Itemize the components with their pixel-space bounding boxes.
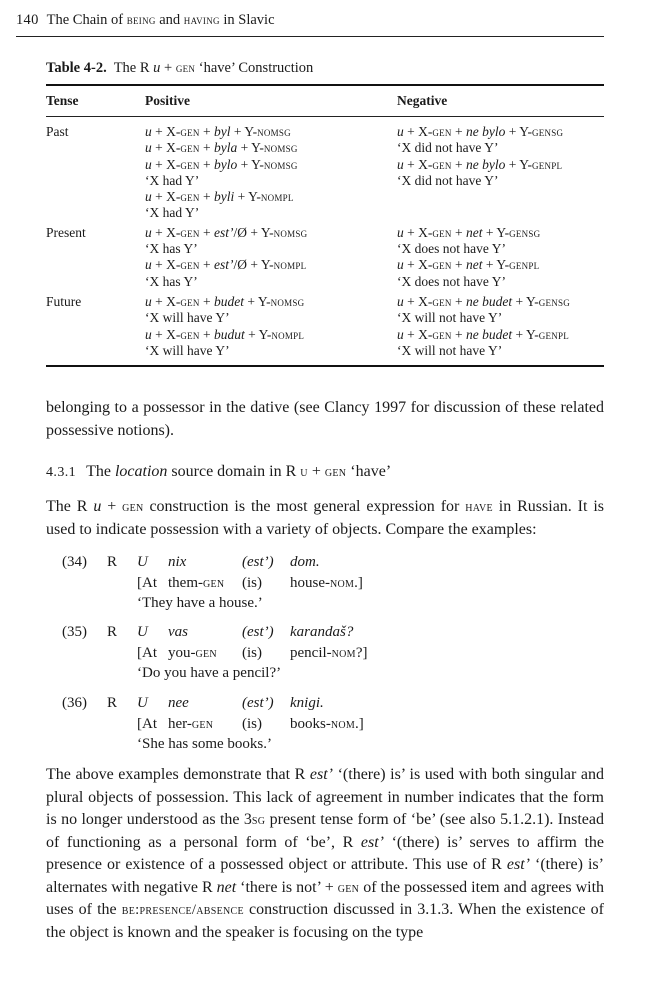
example-translation: ‘They have a house.’ — [137, 595, 263, 611]
header-negative: Negative — [397, 93, 448, 108]
formula-line: u + X-gen + budut + Y-nompl — [145, 326, 305, 342]
source-word: (est’) — [242, 624, 274, 640]
example-translation: ‘She has some books.’ — [137, 736, 272, 752]
gloss-line: ‘X did not have Y’ — [397, 140, 499, 156]
formula-line: u + X-gen + ne budet + Y-gensg — [397, 293, 570, 309]
source-word: dom. — [290, 554, 320, 570]
positive-cell — [145, 225, 397, 290]
table-label: Table 4-2. — [46, 60, 107, 76]
gloss-word: [At — [137, 715, 157, 732]
negative-cell — [397, 225, 604, 290]
gloss-word: pencil-nom?] — [290, 644, 368, 661]
tense-cell: Future — [46, 293, 82, 309]
table-caption: Table 4-2. The R u + gen ‘have’ Construction — [46, 60, 314, 76]
tense-cell: Present — [46, 224, 86, 240]
gloss-word: [At — [137, 574, 157, 591]
example-gloss-line — [137, 643, 367, 664]
source-word: (est’) — [242, 554, 274, 570]
example-source-line — [62, 693, 364, 714]
example-source-line — [62, 622, 367, 643]
source-word: U — [137, 554, 148, 570]
gloss-word: [At — [137, 644, 157, 661]
gloss-line: ‘X will not have Y’ — [397, 310, 503, 326]
formula-line: u + X-gen + net + Y-gensg — [397, 224, 541, 240]
example-36 — [62, 693, 364, 755]
example-translation: ‘Do you have a pencil?’ — [137, 665, 282, 681]
table-row-future — [46, 290, 604, 365]
running-title: The Chain of being and having in Slavic — [46, 12, 275, 28]
page-number: 140 — [16, 12, 39, 28]
example-source-line — [62, 552, 363, 573]
gloss-line: ‘X has Y’ — [145, 273, 198, 289]
section-heading: 4.3.1 The location source domain in R u + gen ‘have’ — [46, 463, 392, 480]
negative-cell — [397, 294, 604, 359]
gloss-word: (is) — [242, 644, 262, 661]
language-label: R — [107, 554, 118, 570]
section-number: 4.3.1 — [46, 465, 77, 480]
table-row-present — [46, 222, 604, 290]
example-gloss-line — [137, 714, 364, 735]
formula-line: u + X-gen + net + Y-genpl — [397, 257, 540, 273]
header-tense: Tense — [46, 93, 79, 108]
formula-line: u + X-gen + byl + Y-nomsg — [145, 124, 291, 139]
source-word: nee — [168, 695, 189, 711]
formula-line: u + X-gen + est’/Ø + Y-nompl — [145, 257, 307, 273]
source-word: (est’) — [242, 695, 274, 711]
formula-line: u + X-gen + ne bylo + Y-genpl — [397, 156, 563, 172]
paragraph-3: The above examples demonstrate that R est’ ‘(there) is’ is used with both singular and plural objects of possession. This lack of agreement in number indicates that the form is no longer understood as the 3sg present tense form of ‘be’ (see also 5.1.2.1). Instead of functioning as a personal form of ‘be’, R est’ ‘(there) is’ serves to affirm the presence or existence of a possessed object or attribute. This use of R est’ ‘(there) is’ alternates with negative R net ‘there is not’ + gen of the possessed item and agrees with uses of the be:presence/absence construction discussed in 3.1.3. When the existence of the object is known and the speaker is focusing on the type — [46, 766, 605, 941]
source-word: karandaš? — [290, 624, 354, 640]
gloss-line: ‘X will have Y’ — [145, 310, 230, 326]
source-word: vas — [168, 624, 188, 640]
positive-cell — [145, 294, 397, 359]
gloss-line: ‘X will have Y’ — [145, 342, 230, 358]
paragraph-1: belonging to a possessor in the dative (see Clancy 1997 for discussion of these related possessive notions). — [46, 399, 604, 439]
example-number: (34) — [62, 554, 87, 570]
gloss-word: them-gen — [168, 574, 225, 591]
gloss-word: books-nom.] — [290, 715, 364, 732]
formula-line: u + X-gen + ne budet + Y-genpl — [397, 326, 569, 342]
paragraph-2: The R u + gen construction is the most general expression for have in Russian. It is used to indicate possession with a variety of objects. Compare the examples: — [46, 498, 605, 538]
source-word: nix — [168, 554, 187, 570]
gloss-word: (is) — [242, 715, 262, 732]
gloss-line: ‘X had Y’ — [145, 205, 200, 221]
source-word: knigi. — [290, 695, 324, 711]
tense-cell: Past — [46, 124, 69, 139]
table-row-past — [46, 117, 604, 222]
have-construction-table — [46, 84, 604, 367]
gloss-line: ‘X does not have Y’ — [397, 241, 506, 257]
negative-cell — [397, 124, 604, 222]
formula-line: u + X-gen + ne bylo + Y-gensg — [397, 124, 564, 139]
formula-line: u + X-gen + byli + Y-nompl — [145, 189, 294, 205]
header-positive: Positive — [145, 93, 190, 108]
formula-line: u + X-gen + budet + Y-nomsg — [145, 293, 305, 309]
formula-line: u + X-gen + bylo + Y-nomsg — [145, 156, 298, 172]
gloss-line: ‘X did not have Y’ — [397, 172, 499, 188]
language-label: R — [107, 624, 118, 640]
gloss-line: ‘X had Y’ — [145, 172, 200, 188]
gloss-word: (is) — [242, 574, 262, 591]
table-header-row — [46, 86, 604, 117]
language-label: R — [107, 695, 118, 711]
formula-line: u + X-gen + byla + Y-nomsg — [145, 140, 298, 156]
running-head — [16, 10, 604, 37]
example-34 — [62, 552, 363, 614]
source-word: U — [137, 624, 148, 640]
positive-cell — [145, 124, 397, 222]
example-number: (35) — [62, 624, 87, 640]
example-35 — [62, 622, 367, 684]
gloss-word: house-nom.] — [290, 574, 363, 591]
gloss-word: you-gen — [168, 644, 217, 661]
example-gloss-line — [137, 573, 363, 594]
gloss-line: ‘X will not have Y’ — [397, 342, 503, 358]
gloss-line: ‘X does not have Y’ — [397, 273, 506, 289]
gloss-line: ‘X has Y’ — [145, 241, 198, 257]
example-number: (36) — [62, 695, 87, 711]
gloss-word: her-gen — [168, 715, 214, 732]
source-word: U — [137, 695, 148, 711]
formula-line: u + X-gen + est’/Ø + Y-nomsg — [145, 224, 308, 240]
